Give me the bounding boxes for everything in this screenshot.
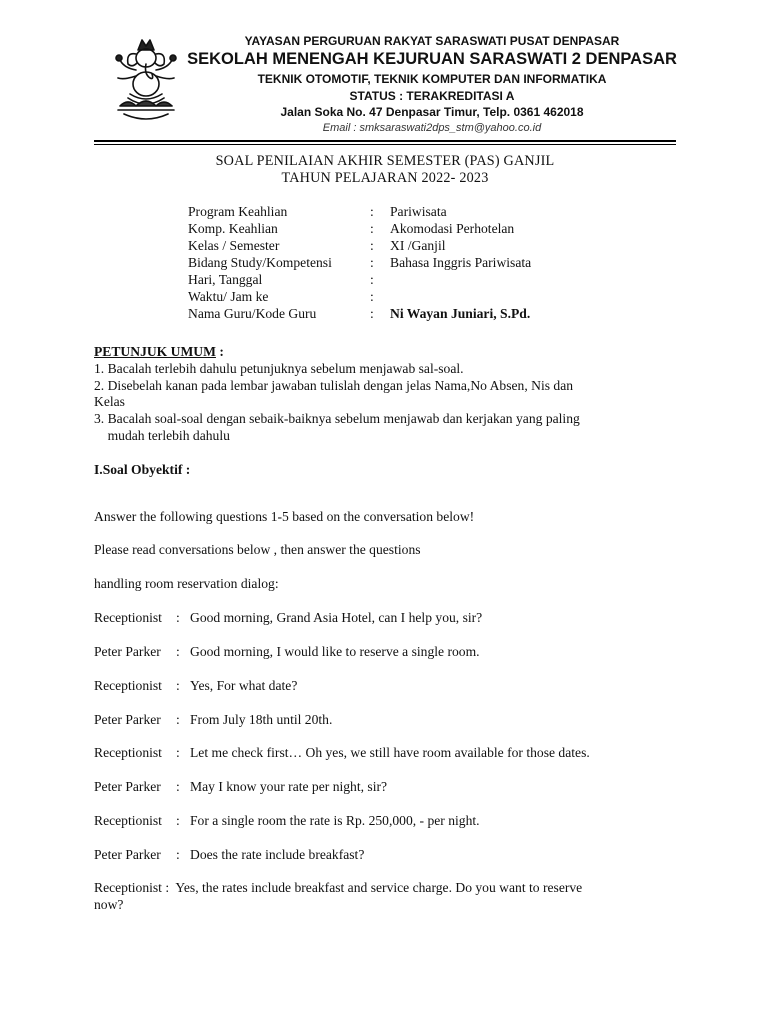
foundation-name: YAYASAN PERGURUAN RAKYAT SARASWATI PUSAT DENPASAR	[244, 34, 620, 48]
info-colon: :	[370, 204, 374, 219]
dialog-colon: :	[176, 745, 180, 760]
ganesha-logo	[106, 34, 186, 126]
instruction-item: 1. Bacalah terlebih dahulu petunjuknya sebelum menjawab sal-soal.	[94, 361, 464, 376]
dialog-text: Does the rate include breakfast?	[190, 847, 365, 862]
dialog-colon: :	[176, 678, 180, 693]
dialog-text: May I know your rate per night, sir?	[190, 779, 388, 794]
instructions-heading-colon: :	[215, 344, 224, 359]
dialog-speaker: Peter Parker	[94, 644, 161, 659]
dialog-speaker: Receptionist	[94, 745, 162, 760]
info-label: Komp. Keahlian	[188, 221, 278, 236]
dialog-speaker: Peter Parker	[94, 712, 161, 727]
info-label: Kelas / Semester	[188, 238, 280, 253]
info-label: Program Keahlian	[188, 204, 288, 219]
info-colon: :	[370, 238, 374, 253]
dialog-text: Let me check first… Oh yes, we still have room available for those dates.	[190, 745, 590, 760]
instructions-heading-text: PETUNJUK UMUM	[94, 344, 216, 359]
section-heading: I.Soal Obyektif :	[94, 462, 191, 477]
dialog-text: From July 18th until 20th.	[190, 712, 333, 727]
info-value: Akomodasi Perhotelan	[390, 221, 515, 236]
info-colon: :	[370, 221, 374, 236]
dialog-speaker: Peter Parker	[94, 847, 161, 862]
teacher-name: Ni Wayan Juniari, S.Pd.	[390, 306, 531, 321]
section-intro: Please read conversations below , then answer the questions	[94, 542, 421, 557]
accreditation-status: STATUS : TERAKREDITASI A	[349, 89, 515, 103]
instruction-item: Kelas	[94, 394, 125, 409]
instruction-item: 2. Disebelah kanan pada lembar jawaban tulislah dengan jelas Nama,No Absen, Nis dan	[94, 378, 574, 393]
school-address: Jalan Soka No. 47 Denpasar Timur, Telp. 0361 462018	[280, 105, 584, 119]
school-programs: TEKNIK OTOMOTIF, TEKNIK KOMPUTER DAN INFORMATIKA	[257, 72, 607, 86]
dialog-colon: :	[176, 779, 180, 794]
instruction-item: mudah terlebih dahulu	[94, 428, 230, 443]
school-name: SEKOLAH MENENGAH KEJURUAN SARASWATI 2 DENPASAR	[187, 50, 677, 68]
dialog-speaker: Receptionist	[94, 813, 162, 828]
dialog-colon: :	[176, 813, 180, 828]
dialog-text: Yes, For what date?	[190, 678, 298, 693]
letterhead-divider	[94, 140, 676, 142]
dialog-line-last: Receptionist : Yes, the rates include breakfast and service charge. Do you want to reserve	[94, 880, 583, 895]
dialog-speaker: Receptionist	[94, 610, 162, 625]
dialog-line-last-cont: now?	[94, 897, 124, 912]
dialog-text: Good morning, I would like to reserve a single room.	[190, 644, 480, 659]
info-value: XI /Ganjil	[390, 238, 446, 253]
info-colon: :	[370, 289, 374, 304]
info-value: Pariwisata	[390, 204, 447, 219]
dialog-colon: :	[176, 847, 180, 862]
dialog-text: For a single room the rate is Rp. 250,000, - per night.	[190, 813, 480, 828]
letterhead-divider-thin	[94, 144, 676, 145]
info-label: Hari, Tanggal	[188, 272, 263, 287]
exam-title: SOAL PENILAIAN AKHIR SEMESTER (PAS) GANJIL	[215, 153, 555, 169]
dialog-colon: :	[176, 712, 180, 727]
dialog-speaker: Peter Parker	[94, 779, 161, 794]
dialog-text: Good morning, Grand Asia Hotel, can I help you, sir?	[190, 610, 483, 625]
dialog-colon: :	[176, 610, 180, 625]
section-intro: Answer the following questions 1-5 based on the conversation below!	[94, 509, 475, 524]
info-label: Nama Guru/Kode Guru	[188, 306, 317, 321]
info-label: Bidang Study/Kompetensi	[188, 255, 332, 270]
instruction-item: 3. Bacalah soal-soal dengan sebaik-baiknya sebelum menjawab dan kerjakan yang paling	[94, 411, 580, 426]
info-label: Waktu/ Jam ke	[188, 289, 269, 304]
dialog-speaker: Receptionist	[94, 678, 162, 693]
info-colon: :	[370, 255, 374, 270]
info-value: Bahasa Inggris Pariwisata	[390, 255, 532, 270]
dialog-colon: :	[176, 644, 180, 659]
info-colon: :	[370, 306, 374, 321]
academic-year: TAHUN PELAJARAN 2022- 2023	[281, 170, 489, 186]
instructions-heading	[94, 344, 224, 360]
school-email: Email : smksaraswati2dps_stm@yahoo.co.id	[322, 122, 542, 134]
info-colon: :	[370, 272, 374, 287]
section-intro: handling room reservation dialog:	[94, 576, 279, 591]
